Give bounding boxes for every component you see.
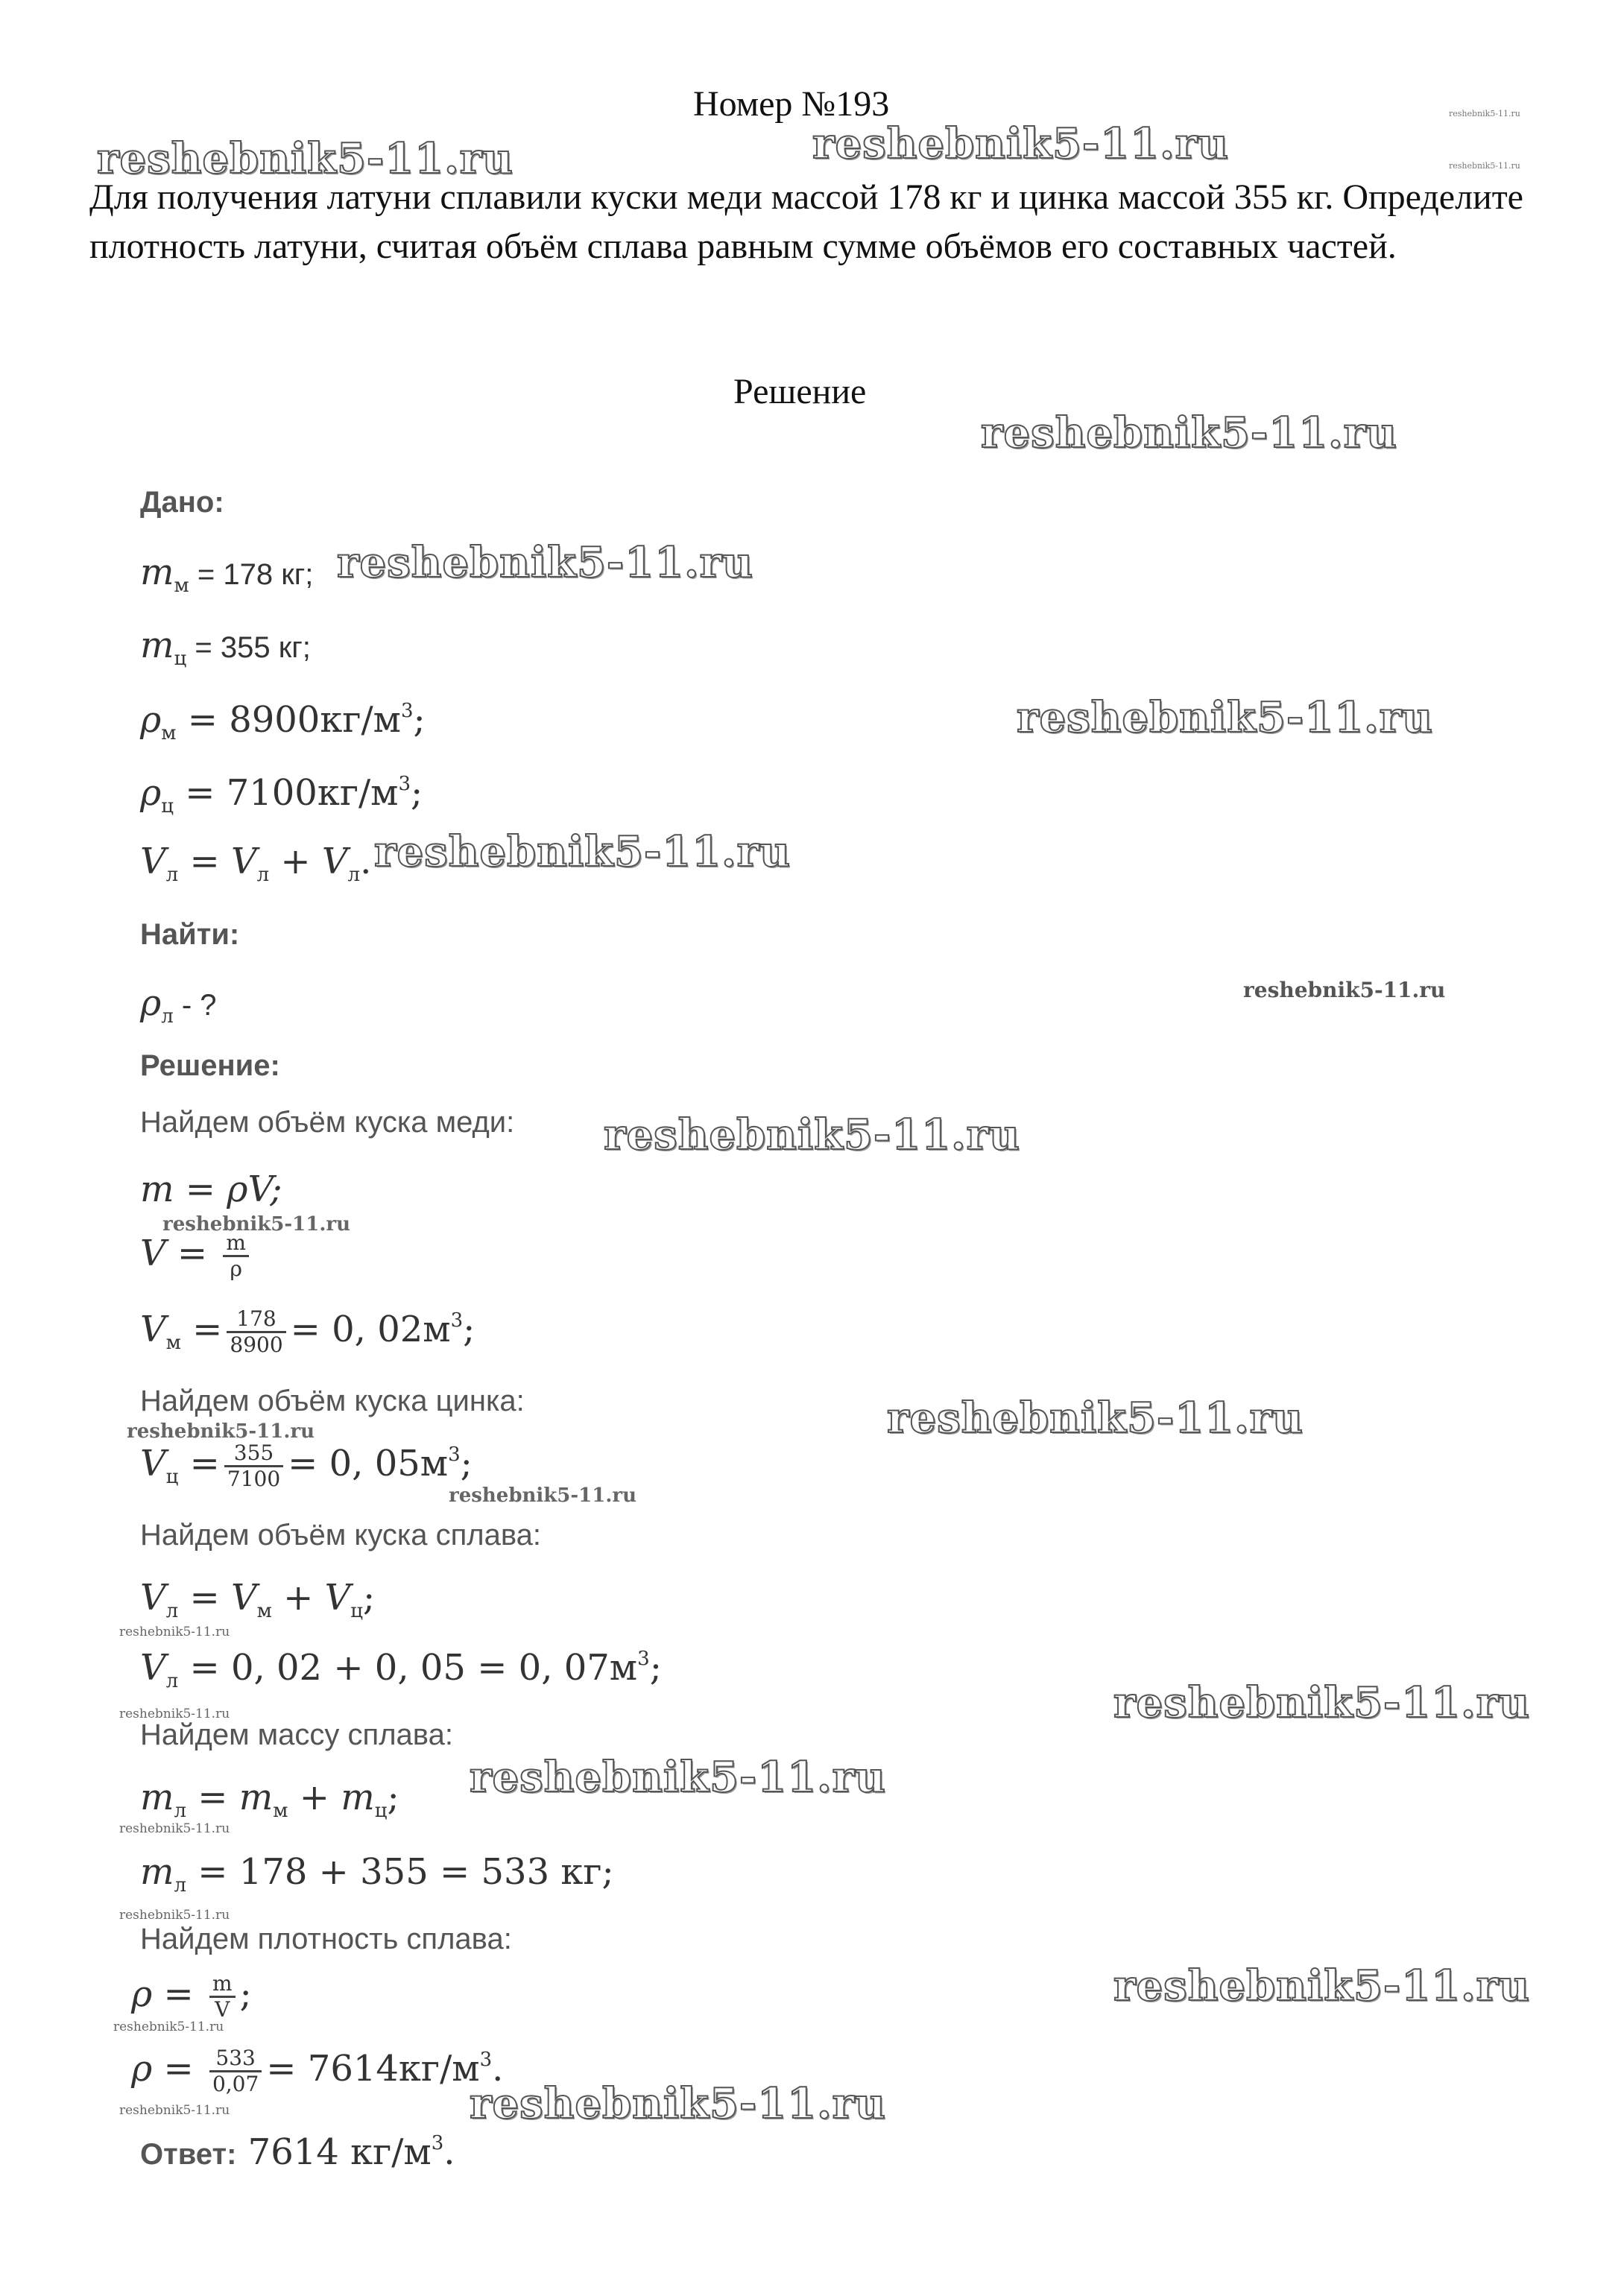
given-volume-sum: $V_л = V_л + V_л$. — [140, 841, 372, 886]
solution-label: Решение: — [140, 1049, 280, 1082]
solution-heading: Решение — [733, 372, 867, 411]
step-zinc-volume: Найдем объём куска цинка: — [140, 1385, 525, 1417]
watermark: reshebnik5-11.ru — [119, 2103, 230, 2118]
formula-volume: V = $\frac{m}{\rho}$ — [140, 1231, 253, 1281]
watermark: reshebnik5-11.ru — [1449, 161, 1520, 171]
given-mass-copper: $m_м = 178$ кг; — [140, 551, 314, 597]
watermark: reshebnik5-11.ru — [127, 1420, 315, 1443]
watermark: reshebnik5-11.ru — [162, 1213, 351, 1236]
task-text: Для получения латуни сплавили куски меди массой 178 кг и цинка массой 355 кг. Определите плотность латуни, считая объём сплава равным сумме объёмов его составных частей. — [89, 177, 1523, 266]
watermark: reshebnik5-11.ru — [1243, 978, 1446, 1002]
watermark: reshebnik5-11.ru — [1017, 693, 1433, 742]
watermark: reshebnik5-11.ru — [119, 1908, 230, 1923]
watermark: reshebnik5-11.ru — [374, 827, 791, 876]
watermark: reshebnik5-11.ru — [604, 1110, 1020, 1160]
formula-zinc-volume: $V_ц$ = $\frac{355}{7100}$ = 0, $05м^3$; — [140, 1440, 473, 1491]
watermark: reshebnik5-11.ru — [470, 2079, 886, 2128]
given-mass-zinc: $m_ц = 355$ кг; — [140, 624, 311, 670]
formula-alloy-volume-calc: $V_л = 0$, 02 + 0, 05 = 0, $07м^3$; — [140, 1647, 662, 1692]
watermark: reshebnik5-11.ru — [119, 1821, 230, 1836]
find-density-brass: $\rho_л$ - ? — [140, 982, 217, 1028]
formula-alloy-volume: $V_л = V_м + V_ц$; — [140, 1577, 376, 1622]
watermark: reshebnik5-11.ru — [981, 408, 1397, 458]
formula-alloy-mass: $m_л = m_м + m_ц$; — [140, 1777, 399, 1822]
step-alloy-density: Найдем плотность сплава: — [140, 1923, 512, 1955]
watermark: reshebnik5-11.ru — [119, 1707, 230, 1721]
given-density-zinc: $\rho_ц = 7100кг/м^3$; — [140, 772, 423, 817]
given-label: Дано: — [140, 486, 224, 519]
watermark: reshebnik5-11.ru — [812, 119, 1229, 168]
watermark: reshebnik5-11.ru — [97, 134, 514, 183]
step-copper-volume: Найдем объём куска меди: — [140, 1106, 515, 1139]
formula-density-calc: ρ = $\frac{533}{0,07}$ = $7614кг/м^3$. — [131, 2046, 504, 2096]
formula-density: ρ = $\frac{m}{V}$ ; — [131, 1971, 252, 2022]
watermark: reshebnik5-11.ru — [449, 1484, 637, 1507]
formula-mass: m = ρV; — [140, 1168, 282, 1210]
watermark: reshebnik5-11.ru — [470, 1753, 886, 1802]
watermark: reshebnik5-11.ru — [113, 2020, 224, 2034]
formula-alloy-mass-calc: $m_л = 178 + 355 = 533$ кг; — [140, 1851, 614, 1897]
answer: Ответ: 7614 $кг/м^3$. — [140, 2131, 455, 2173]
watermark: reshebnik5-11.ru — [1113, 1678, 1530, 1727]
formula-copper-volume: $V_м$ = $\frac{178}{8900}$ = 0, $02м^3$; — [140, 1306, 475, 1357]
step-alloy-volume: Найдем объём куска сплава: — [140, 1519, 542, 1552]
watermark: reshebnik5-11.ru — [119, 1625, 230, 1639]
step-alloy-mass: Найдем массу сплава: — [140, 1718, 453, 1751]
watermark: reshebnik5-11.ru — [887, 1394, 1304, 1443]
find-label: Найти: — [140, 918, 240, 951]
given-density-copper: $\rho_м = 8900кг/м^3$; — [140, 699, 426, 744]
watermark: reshebnik5-11.ru — [1113, 1961, 1530, 2011]
watermark: reshebnik5-11.ru — [337, 538, 753, 587]
watermark: reshebnik5-11.ru — [1449, 109, 1520, 118]
page-title: Номер №193 — [693, 84, 890, 124]
